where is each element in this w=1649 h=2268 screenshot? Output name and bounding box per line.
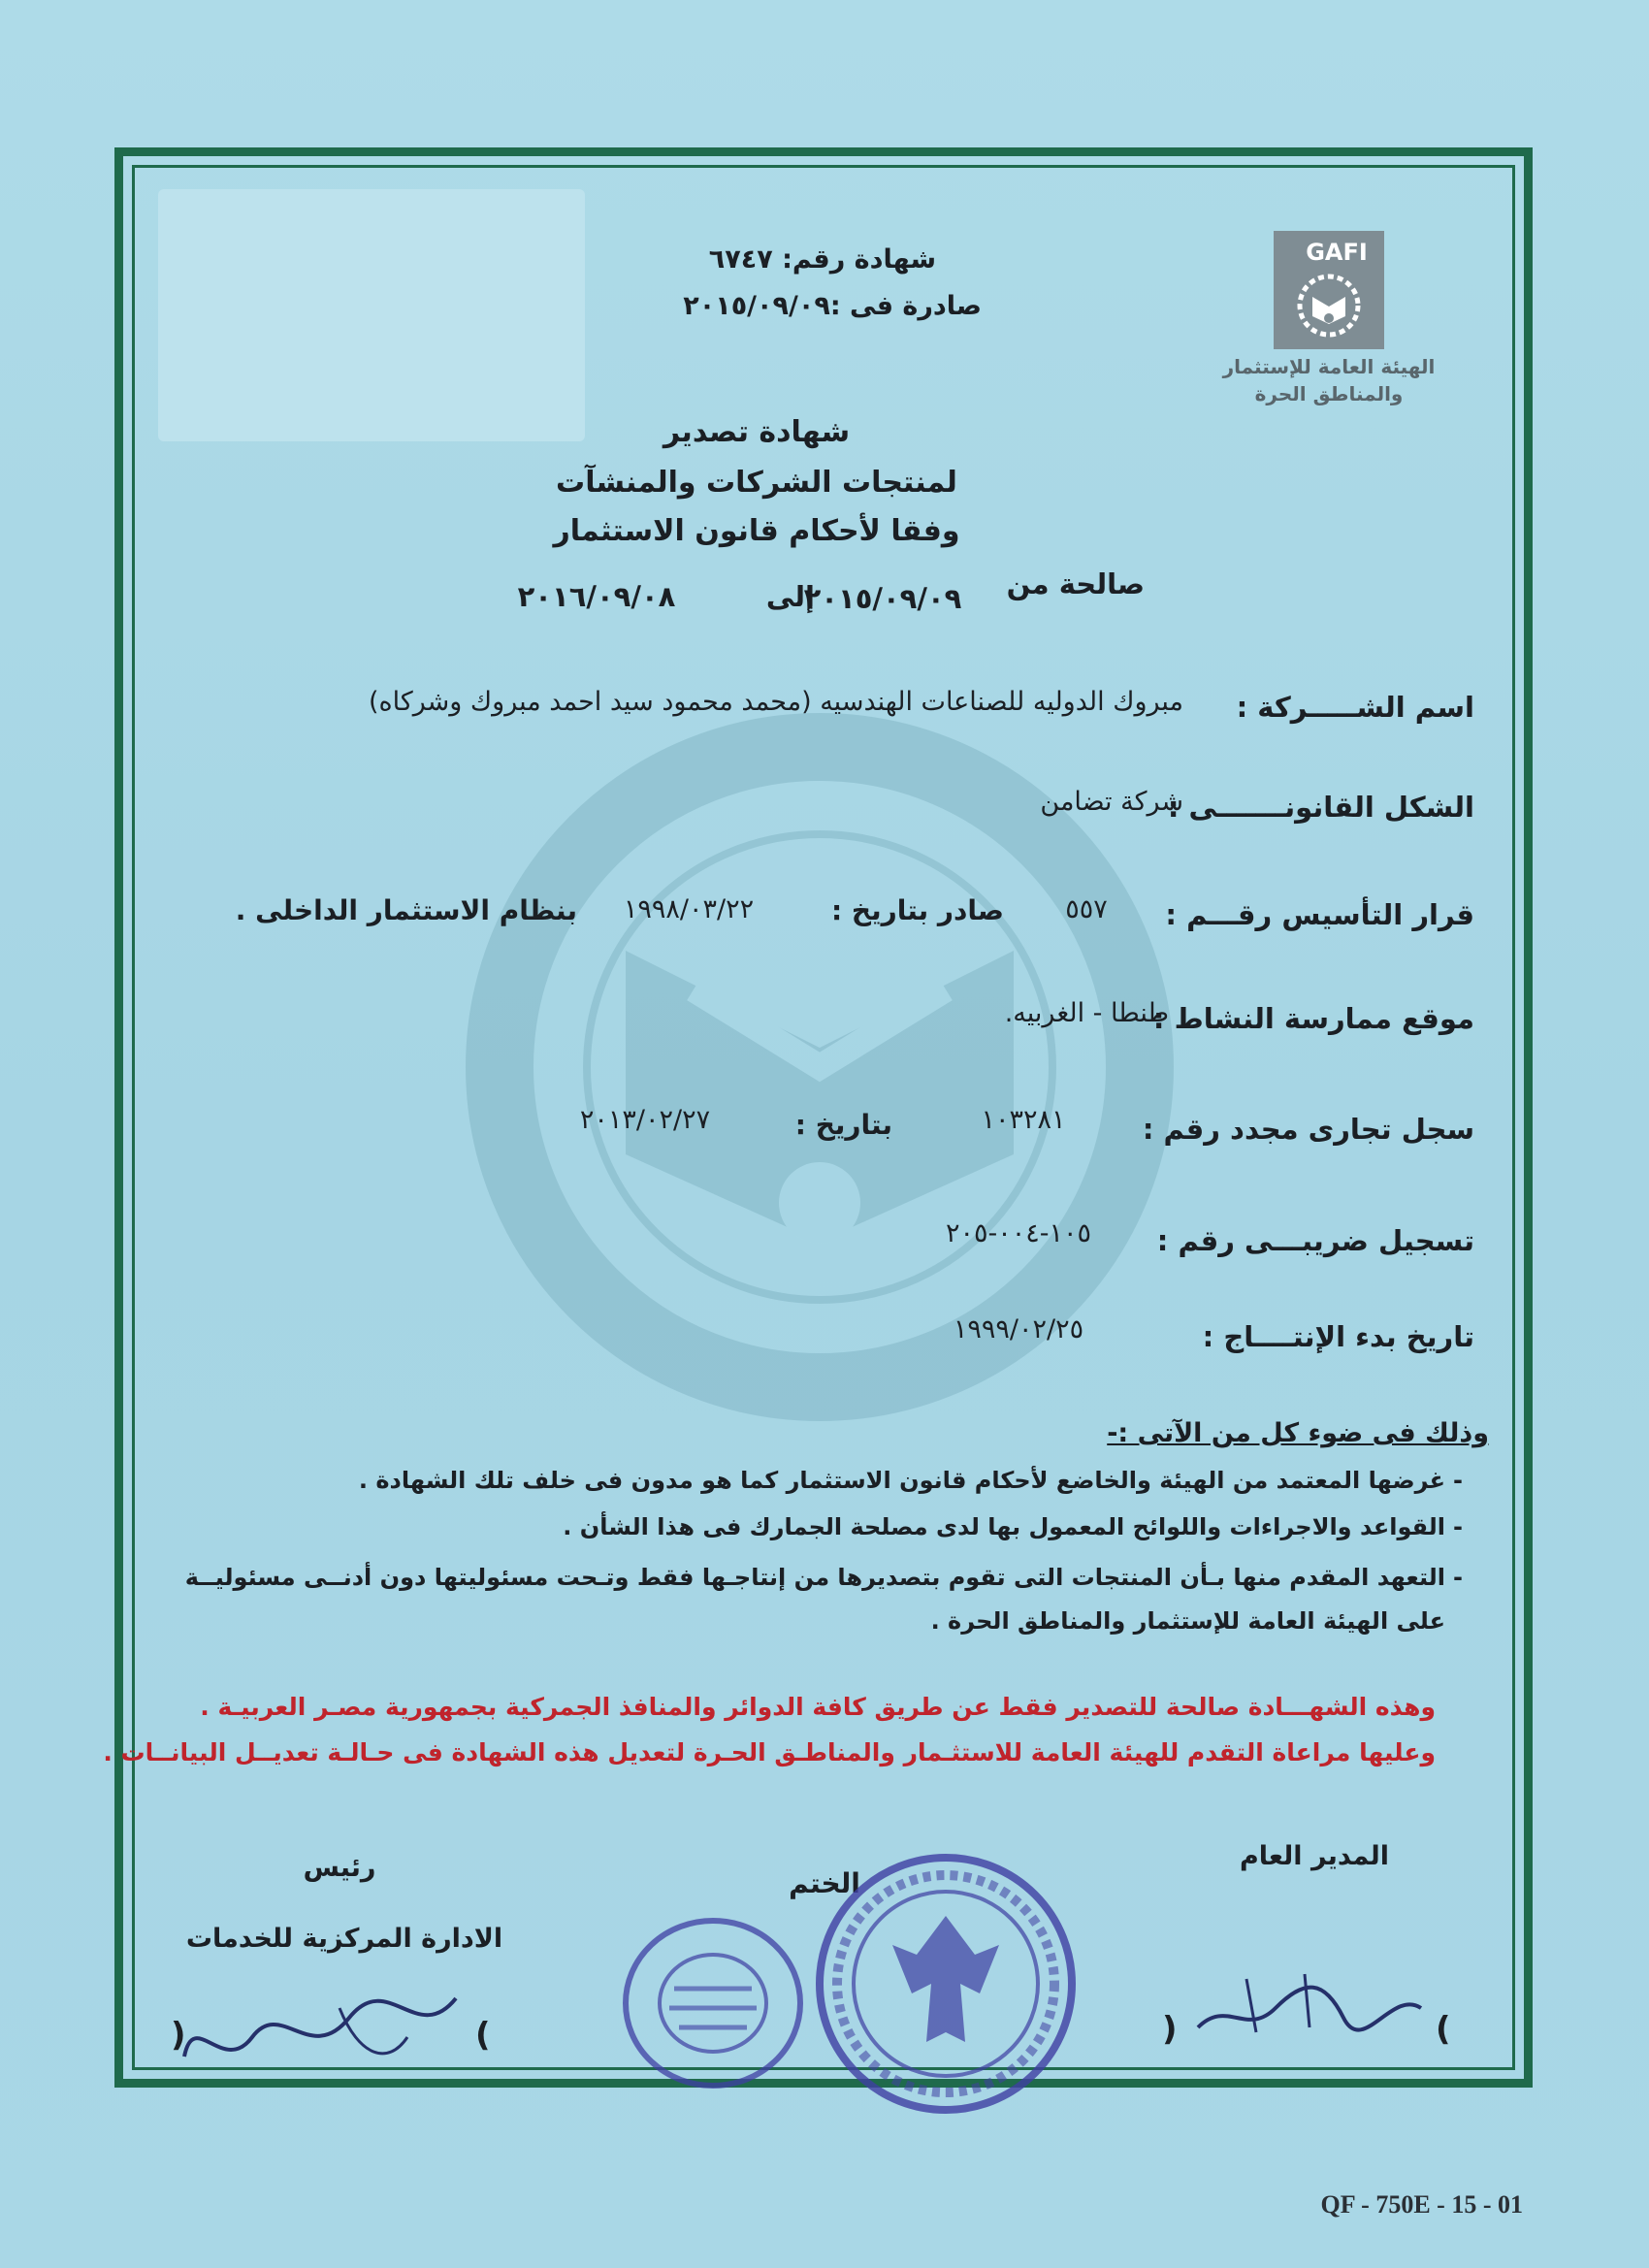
condition-item-continuation: على الهيئة العامة للإستثمار والمناطق الحرة . [930, 1607, 1445, 1635]
commercial-register-label: سجل تجارى مجدد رقم : [1142, 1113, 1474, 1146]
condition-bullet: - [1453, 1513, 1463, 1540]
logo-emblem-icon [1295, 272, 1363, 340]
founding-date-label: صادر بتاريخ : [830, 894, 1004, 926]
signature-paren: ) [171, 2016, 186, 2055]
small-ink-stamp [616, 1911, 810, 2095]
stamp-label: الختم [789, 1867, 860, 1899]
production-start-label: تاريخ بدء الإنتــــاج : [1202, 1320, 1474, 1353]
condition-bullet: - [1453, 1467, 1463, 1494]
company-name-label: اسم الشـــــركة : [1236, 691, 1474, 724]
founding-system: بنظام الاستثمار الداخلى . [235, 894, 577, 926]
logo-box [1274, 231, 1384, 349]
register-date-label: بتاريخ : [794, 1109, 892, 1141]
legal-form-value: شركة تضامن [1040, 787, 1183, 817]
conditions-title: وذلك فى ضوء كل من الآتى :- [1107, 1418, 1489, 1448]
validity-from-date: ٢٠١٥/٠٩/٠٩ [803, 582, 962, 615]
signature-paren: ( [1436, 2010, 1451, 2049]
head-department: الادارة المركزية للخدمات [185, 1924, 503, 1954]
activity-location-label: موقع ممارسة النشاط : [1152, 1002, 1474, 1035]
redacted-area [158, 189, 585, 441]
gafi-logo [1222, 231, 1436, 415]
legal-form-label: الشكل القانونـــــــى : [1167, 791, 1474, 824]
condition-bullet: - [1453, 1564, 1463, 1591]
company-name-value: مبروك الدوليه للصناعات الهندسيه (محمد محمود سيد احمد مبروك وشركاه) [369, 687, 1183, 717]
issue-date: صادرة فى :٢٠١٥/٠٩/٠٩ [683, 291, 982, 321]
certificate-law-line: وفقا لأحكام قانون الاستثمار [553, 514, 960, 548]
validity-note: وهذه الشهـــادة صالحة للتصدير فقط عن طريق كافة الدوائر والمنافذ الجمركية بجمهورية مصـر العربيـة . [200, 1693, 1436, 1721]
condition-item: القواعد والاجراءات واللوائح المعمول بها لدى مصلحة الجمارك فى هذا الشأن . [563, 1513, 1445, 1540]
official-seal [805, 1848, 1086, 2120]
activity-location-value: طنطا - الغربيه. [1004, 998, 1169, 1028]
validity-label: صالحة من [1006, 567, 1145, 600]
director-signature [1188, 1960, 1431, 2047]
validity-to-date: ٢٠١٦/٠٩/٠٨ [517, 580, 676, 613]
amendment-note: وعليها مراعاة التقدم للهيئة العامة للاستثـمار والمناطـق الحـرة لتعديل هذه الشهادة فى حـالـة تعديــل البيانــات . [103, 1738, 1436, 1766]
certificate-number: شهادة رقم: ٦٧٤٧ [708, 244, 936, 275]
signature-paren: ( [475, 2016, 491, 2055]
logo-name-line2: والمناطق الحرة [1254, 382, 1404, 405]
tax-registration-value: ١٠٥-٠٠٤-٢٠٥ [945, 1218, 1092, 1248]
commercial-register-number: ١٠٣٢٨١ [981, 1105, 1066, 1135]
general-director-title: المدير العام [1240, 1841, 1389, 1871]
founding-decree-number: ٥٥٧ [1065, 894, 1108, 924]
certificate-title: شهادة تصدير [663, 415, 851, 449]
certificate-subtitle: لمنتجات الشركات والمنشآت [556, 466, 957, 500]
validity-to-label: إلى [765, 580, 815, 613]
condition-item: غرضها المعتمد من الهيئة والخاضع لأحكام قانون الاستثمار كما هو مدون فى خلف تلك الشهادة . [358, 1467, 1445, 1494]
tax-registration-label: تسجيل ضريبـــى رقم : [1156, 1224, 1474, 1257]
register-date-value: ٢٠١٣/٠٢/٢٧ [579, 1105, 711, 1135]
logo-text: GAFI [1306, 239, 1368, 266]
founding-date-value: ١٩٩٨/٠٣/٢٢ [623, 894, 755, 924]
head-signature [165, 1979, 475, 2086]
production-start-value: ١٩٩٩/٠٢/٢٥ [953, 1314, 1084, 1345]
signature-paren: ) [1162, 2010, 1178, 2049]
founding-decree-label: قرار التأسيس رقـــم : [1165, 898, 1474, 931]
head-title: رئيس [303, 1853, 376, 1883]
condition-item: التعهد المقدم منها بـأن المنتجات التى تقوم بتصديرها من إنتاجـها فقط وتـحت مسئوليتها دون أدنــى مسئوليــة [184, 1564, 1445, 1591]
form-code: QF - 750E - 15 - 01 [1320, 2190, 1523, 2219]
logo-name-line1: الهيئة العامة للإستثمار [1222, 355, 1436, 378]
